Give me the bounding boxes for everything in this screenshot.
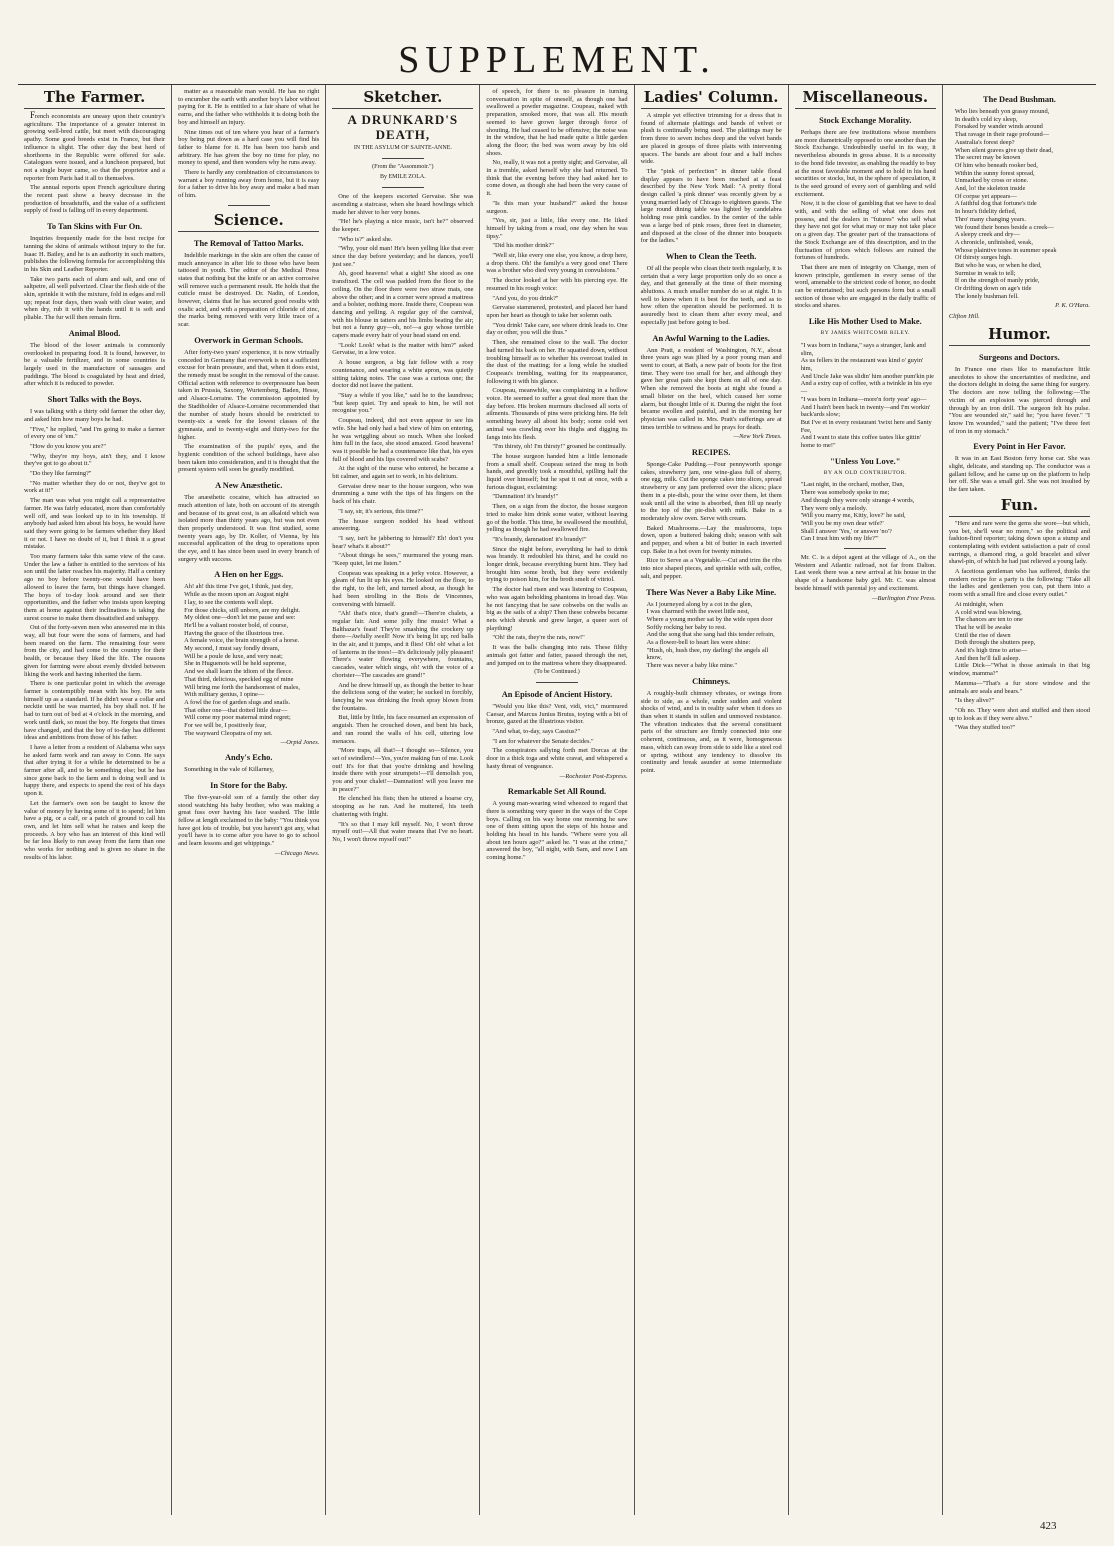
paragraph: At the sight of the nurse who entered, he became a bit calmer, and again set to work, in his delirium.	[332, 465, 474, 481]
paragraph: No, really, it was not a pretty sight; and Gervaise, all in a tremble, asked herself why she had returned. To think that the evening before they had asked her to come down, as though she had been the very cause of it.	[486, 159, 628, 198]
paragraph: "I say, sir, it's serious, this time?"	[338, 507, 423, 515]
article-heading: Chimneys.	[692, 676, 731, 686]
credit: —Rochester Post-Express.	[559, 772, 628, 780]
paragraph: I was talking with a thirty odd farmer the other day, and asked him how many boys he had.	[24, 408, 166, 423]
poem-line: As a flower-bell to heart lies were shine:	[646, 639, 751, 647]
paragraph: That there are men of integrity on 'Change, men of known principle, gentlemen in every sense of the word, amenable to the strictest code of honor, no doubt can be entertained; but such persons form but a small section of those who are engaged in the daily traffic of stocks and shares.	[794, 263, 936, 310]
paragraph: Rice to Serve as a Vegetable.—Cut and trim the ribs into nice shaped pieces, and sprinkle with salt, coffee, salt, and pepper.	[640, 557, 782, 580]
paragraph: A house surgeon, a big fair fellow with a rosy countenance, and wearing a white apron, was quietly sitting taking notes. The case was a curious one; the doctor did not leave the patient.	[332, 359, 474, 390]
poem-line: And I hain't been back in twenty—and I'm workin' back'ards slow;	[800, 403, 931, 419]
poem-line: Within the sunny forest spread,	[954, 169, 1035, 177]
paragraph: Little Dick—"What is those animals in that big window, mamma?"	[948, 662, 1090, 678]
poem-line: That other one—that dotted little dear—	[184, 706, 288, 714]
paragraph: "Ah! that's nice, that's grand!—There're chalets, a regular fair. And some jolly fine music! What a Balthazar's feast! They're smashing the crockery up there—Awfully swell! Now it's being lit up; red balls in the air, and it jumps, and it flies! Oh! oh! what a lot of lanterns in the trees!—It's deliciously jolly pleasant! There's water flowing everywhere, fountains, cascades, water which sings, oh! with the voice of a chorister—The cascades are grand!"	[332, 610, 474, 679]
poem-line: Unmarked by cross or stone.	[954, 177, 1029, 185]
paragraph: The doctor looked at her with his piercing eye. He resumed in his rough voice:	[486, 277, 628, 292]
poem-line: Who lies beneath yon grassy mound,	[954, 108, 1050, 115]
article-heading: To Tan Skins with Fur On.	[47, 222, 143, 232]
divider	[382, 187, 424, 188]
poem-line: That third, delicious, speckled egg of mine	[184, 675, 294, 683]
poem-line: The chances are ten to one	[954, 616, 1023, 624]
divider	[844, 548, 886, 549]
paragraph: "You drink! Take care, see where drink leads to. One day or other, you will die thus."	[486, 321, 628, 337]
paragraph: It was in an East Boston ferry horse car. She was slight, delicate, and standing up. The conductor was a gallant fellow, and he came up on the platform to help her off. She was a small girl. She was not insulted by the fare taken.	[948, 455, 1090, 494]
paragraph: "I'm thirsty, oh! I'm thirsty!" groaned he continually.	[492, 443, 627, 451]
poem	[795, 481, 936, 543]
paragraph: "And what, to-day, says Cassius?"	[492, 728, 580, 736]
credit: —Burlington Free Press.	[871, 594, 936, 602]
section-heading-science: Science.	[178, 211, 319, 232]
paragraph: Mamma—"That's a fur store window and the animals are seals and bears."	[948, 679, 1090, 695]
poem-line: But I've et in every restaurant 'twixt here and Santy Fee,	[800, 418, 932, 434]
column-6	[788, 85, 942, 1515]
poem-line: "Last night, in the orchard, mother, Dan,	[800, 481, 905, 489]
paragraph: Let the farmer's own son be taught to know the value of money by having some of it to spend; let him have a pig, or a calf, or a patch of ground to call his own, and let him sell what he raises and keep the proceeds. A boy who has an interest of this kind will be far less likely to run away from the farm than one who works for nothing and is given no share in the results of his labor.	[24, 799, 166, 861]
poem-line: A faithful dog that fortune's tide	[954, 200, 1037, 208]
column-4	[479, 85, 633, 1515]
poem-line: And we shall learn the idiom of the fleece.	[184, 668, 293, 676]
story-source: (From the "Assommoir.")	[372, 163, 434, 170]
poem-title: A Hen on her Eggs.	[214, 570, 284, 580]
section-heading-miscellaneous: Miscellaneous.	[795, 88, 936, 109]
paragraph: Coupeau was speaking in a jerky voice. However, a gleam of fun lit up his eyes. He looked on the floor, to the right, to the left, and turned about, as though he had been strolling in the Bois de Vincennes, conversing with himself.	[332, 569, 474, 608]
poem-line: My oldest one—don't let me pause and see:	[184, 614, 296, 622]
article-heading: The Removal of Tattoo Marks.	[193, 238, 304, 248]
poem-line: And then he'll fall asleep.	[954, 654, 1021, 662]
paragraph: Then, on a sign from the doctor, the house surgeon tried to make him drink some water, without leaving go of the bottle. This time, he swallowed the mouthful, yelling as though he had swallowed fire.	[486, 503, 628, 534]
paragraph: "Look! Look! what is the matter with him?" asked Gervaise, in a low voice.	[332, 341, 474, 357]
paragraph: Something in the vale of Killarney,	[184, 766, 274, 774]
paragraph: Gervaise stammered, protested, and placed her hand upon her heart as though to take her solemn oath.	[486, 304, 628, 319]
poem-line: But who he was, or when he died,	[954, 262, 1042, 270]
article-heading: Stock Exchange Morality.	[819, 116, 912, 125]
columns	[18, 84, 1096, 1515]
poem-line: I lay, to see the contents well slept.	[184, 598, 274, 606]
paragraph: Ah, good heavens! what a sight! She stood as one transfixed. The cell was padded from the floor to the ceiling. On the floor there were two straw mats, one above the other; and in a corner were spread a mattress and a bolster, nothing more. Inside there, Coupeau was dancing and yelling. A regular guy of the carnival, with his blouse in tatters and his limbs beating the air; but not a funny guy—oh, no!—a guy whose terrible capers made every hair of your head stand on end.	[332, 270, 474, 340]
masthead: SUPPLEMENT.	[398, 39, 716, 81]
poem	[949, 108, 1090, 301]
paragraph: Baked Mushrooms.—Lay the mushrooms, tops down, upon a buttered baking dish; season with salt and pepper, and when a bit of butter in each inverted cup. Bake in a hot oven for twenty minutes.	[640, 524, 782, 555]
paragraph: The blood of the lower animals is commonly overlooked in preparing food. It is found, however, to be a valuable fertilizer, and in some countries is largely used in the manufacture of sausages and puddings. The blood is coagulated by heat and dried, after which it is reduced to powder.	[24, 341, 166, 388]
poem-line: There was somebody spoke to me;	[800, 489, 890, 497]
poem-line: Of him who beneath rooker bed,	[954, 161, 1038, 169]
credit: —New York Times.	[733, 433, 782, 441]
paragraph: The five-year-old son of a family the other day stood watching his baby brother, who was making a great fuss over having his face washed. The little fellow at length exclaimed to the baby: "You think you have got lots of trouble, but you haven't got any, what you'll have is to come after you have to go to school and learn lessons and get whippings."	[178, 793, 320, 848]
poem-line: Surmise in weak to tell;	[954, 269, 1016, 277]
paragraph: The doctor had risen and was listening to Coupeau, who was again beholding phantoms in broad day. Was he not fancying that he saw cobwebs on the walls as big as the sails of a ship? Then these cobwebs became nets which shrunk and grew larger, a queer sort of plaything!	[486, 586, 628, 632]
paragraph: Sponge-Cake Pudding.—Four pennyworth sponge cakes, strawberry jam, one wine-glass full of sherry, one egg, milk. Cut the sponge cakes into slices, spread strawberry or any jam preferred over the slices; place them in a pie-dish, pour the wine over them, let them soak until all the wine is absorbed, then fill up nearly to the top of the pie-dish with milk. Bake in a moderately slow oven. Serve with cream.	[640, 461, 782, 522]
divider	[382, 158, 424, 159]
paragraph: "I say, isn't he jabbering to himself? Eh! don't you hear? what's it about?"	[332, 534, 474, 550]
paragraph: The annual reports upon French agriculture during the recent past show a heavy decrease in the production of breadstuffs, and the value of a sufficient supply of food is falling off in every department.	[24, 184, 166, 215]
poem-line: Thro' many changing years.	[954, 215, 1026, 223]
poem-line: And Uncle Jake was slidin' him another pum'kin pie	[800, 372, 934, 380]
paragraph: "Why, your old man! He's been yelling like that ever since the day before yesterday; and he dances, you'll just see."	[332, 245, 474, 268]
poem-line: I was charmed with the sweet little nest,	[646, 608, 750, 616]
place: Clifton Hill.	[948, 313, 980, 321]
paragraph: "Well sir, like every one else, you know, a drop here, a drop there. Oh! the family's a very good one! There was a brother who died very young in convulsions."	[486, 252, 628, 275]
paragraph: The examination of the pupils' eyes, and the hygienic condition of the school buildings, have also been taken into consideration, and it is thought that the present system will soon be greatly modified.	[178, 443, 320, 474]
poem-line: A chronicle, unfinished, weak,	[954, 238, 1033, 246]
poem-line: A fowl the foe of garden slugs and snails.	[184, 699, 291, 706]
poem-line: Of thirsty surges high.	[954, 254, 1012, 262]
paragraph: "He! he's playing a nice music, isn't he?" observed the keeper.	[332, 218, 474, 233]
paragraph: Inquiries frequently made for the best recipe for tanning the skins of animals without injury to the fur. Isaac H. Bailey, and he is an authority in such matters, publishes the following formula for accomplishing this in his Skin and Leather Reporter.	[24, 235, 166, 273]
article-heading: An Episode of Ancient History.	[501, 689, 613, 699]
poem-line: In death's cold icy sleep,	[954, 115, 1018, 123]
paragraph: He clenched his fists; then he uttered a hoarse cry, stooping as he ran. And he muttered, his teeth chattering with fright.	[332, 795, 474, 818]
paragraph: "Do they like farming?"	[30, 470, 92, 478]
paragraph: Perhaps there are few institutions whose members are more diametrically opposed to one another than the Stock Exchange. Undoubtedly useful in its way, it nevertheless abounds in gross abuse. It is a necessity to the bond fide investor, as enabling the readily to buy at the most favorable moment and to hold in his hand securities or stocks, but, in the sphere of speculation, it is the seed ground of every sort of gambling and wild excitement.	[794, 129, 936, 198]
poem-line: "I was born in Indiana," says a stranger, lank and slim,	[800, 341, 926, 357]
section-heading-ladies: Ladies' Column.	[641, 88, 782, 109]
poem-line: He'll be a valiant rooster bold, of course,	[184, 621, 289, 629]
paragraph: Nine times out of ten where you hear of a farmer's boy being put down as a hard case you will find his father to blame for it. He has been too harsh and arbitrary. He has given the boy no time for play, no money to spend, and then wonders why he runs away.	[178, 128, 320, 167]
poem-line: A female voice, the brain strength of a horse.	[184, 637, 300, 645]
paragraph: "It's brandy, damnation! it's brandy!"	[492, 535, 587, 543]
poem	[641, 601, 782, 670]
poem-line: That he will be awake	[954, 623, 1012, 631]
poem-line: Having the grace of the illustrious tree.	[184, 629, 285, 637]
paragraph: The anæsthetic cocaine, which has attracted so much attention of late, both on account of its strength and because of its great cost, is an alkaloid which was isolated more than thirty years ago, but was not even then properly understood. It was first studied, some twenty years ago, by Dr. Koller, of Vienna, by his successful application of the drug to operations upon the eye, and it has since been used in every branch of surgery with success.	[178, 494, 320, 563]
article-heading: Animal Blood.	[68, 328, 121, 338]
poem-title: Like His Mother Used to Make.	[808, 317, 922, 327]
continued-note: (To be Continued.)	[534, 669, 580, 676]
poem-line: Can I trust him with my life?'"	[800, 535, 879, 543]
paragraph: It was the balls changing into rats. These filthy animals got fatter and fatter, passed through the net, and jumped on to the mattress where they disappeared.	[486, 644, 628, 667]
paragraph: There is one particular point in which the average farmer is contemptibly mean with his boy. He sets himself up as a standard. If he didn't wear a collar and necktie until he was married, his boy shall not. If he had to turn out of bed at 4 o'clock in the morning, and work until dark, so must the boy. He forgets that times have changed, and that the boy of to-day has different ideas and ambitions from those of his father.	[24, 680, 166, 742]
poem-line: The secret may be known	[954, 154, 1021, 162]
poem-line: Forsaked by wander winds around	[954, 123, 1043, 131]
poem-title: There Was Never a Baby Like Mine.	[646, 587, 777, 597]
section-heading-farmer: The Farmer.	[24, 88, 165, 109]
poem-line: For those chicks, still unborn, are my delight.	[184, 606, 301, 614]
column-5	[634, 85, 788, 1515]
poem-line: While as the moon upon an August night	[184, 591, 289, 599]
divider	[228, 205, 270, 206]
poem-line: That ravage in their rage profound—	[954, 131, 1050, 139]
paragraph: A simple yet effective trimming for a dress that is found of alternate plaitings and bands of velvet or plush is continually being used. The plaitings may be from three to seven inches deep and the velvet bands are placed in groups of three plaits with intervening spaces. The bands are about four and a half inches wide.	[640, 112, 782, 166]
article-heading: Short Talks with the Boys.	[47, 395, 142, 405]
poem-title: Andy's Echo.	[224, 753, 273, 763]
poem-line: Of corpse yet appears—	[954, 192, 1017, 200]
paragraph: The conspirators sallying forth met Dorcas at the door in a thick toga and white cravat, and whispered a hasty threat of vengeance.	[486, 747, 628, 770]
paragraph: In France one rises like to manufacture little anecdotes to show the uncertainties of medicine, and the doctors delight in doing the same thing for surgery. The doctors are now telling the following:—The victim of an explosion was pierced through and through by an iron drill. The surgeon felt his pulse. "You are wounded sir," said he; "you have fever." "I know I'm wounded," said the patient; "I've three feet of iron in my stomach."	[948, 365, 1090, 435]
poem-line: Softly rocking her baby to rest.	[646, 623, 727, 631]
column-2	[171, 85, 325, 1515]
paragraph: The man was what you might call a representative farmer. He was fairly educated, more than comfortably well off, and was looked up to in his township. If anybody had asked him about his boys, he would have said they were going to be farmers whether they liked it or not. I have no doubt of it, but I think it a great mistake.	[24, 497, 166, 551]
poem-line: And a extry cup of coffee, with a twinkle in his eye—	[800, 380, 932, 396]
poem	[178, 583, 319, 737]
credit: P. K. O'Hara.	[1055, 301, 1090, 309]
paragraph: Of all the people who clean their teeth regularly, it is certain that a very large proportion only do so once a day, and that generally at the time of their morning ablutions. A much smaller number do so at night. It is well to know when it is best for the teeth, and as to how often the operation should be performed. It is assuredly best to clean them after every meal, and especially just before going to bed.	[640, 264, 782, 326]
poem-line: 'Will you be my own dear wife?'	[800, 519, 884, 527]
paragraph: "Oh no. They were shot and stuffed and then stood up to look as if they were alive."	[948, 707, 1090, 722]
credit: —Orpid Jones.	[280, 738, 320, 746]
story-title: A DRUNKARD'S DEATH,	[347, 112, 459, 142]
poem-line: Until the rise of dawn	[954, 631, 1011, 639]
poem	[795, 342, 936, 450]
column-3	[325, 85, 479, 1515]
paragraph: "Did his mother drink?"	[492, 242, 554, 250]
paragraph: The house surgeon handed him a little lemonade from a small shelf. Coupeau seized the mug in both hands, and greedily took a mouthful, spilling half the liquid over himself; but he spat it out at once, with a furious disgust, exclaiming:	[486, 452, 628, 491]
poem	[949, 601, 1090, 663]
poem-line: As I journeyed along by a cot in the glen,	[646, 600, 753, 608]
byline: BY AN OLD CONTRIBUTOR.	[823, 469, 907, 476]
poem-line: They were only a melody.	[800, 504, 868, 512]
paragraph: "Stay a while if you like," said he to the laundress; "but keep quiet. Try and speak to him, he will not recognise you."	[332, 391, 474, 415]
poem-line: "I was born in Indiana—more'n forty year' ago—	[800, 395, 927, 403]
poem-line: And though they were only strange 4 words,	[800, 496, 915, 504]
paragraph: "Oh! the rats, they're the rats, now!"	[492, 634, 585, 642]
poem-line: "Hush, oh, hush thee, my darling! the angels all know,	[646, 646, 769, 662]
paragraph: "Who is?" asked she.	[338, 235, 393, 243]
paragraph: Too many farmers take this same view of the case. Under the law a father is entitled to the services of his son until the latter reaches his majority. Half a century ago no boy before twenty-one would have been allowed to leave the farm, but things have changed. The boys of to-day look around and see their opportunities, and the father who insists upon keeping them at home against their inclinations is taking the surest course to make them dissatisfied and unhappy.	[24, 553, 166, 622]
poem-line: There was never a baby like mine."	[646, 662, 738, 670]
page-number: 423	[1040, 1520, 1057, 1532]
poem-line: Whose plaintive tones in summer speak	[954, 246, 1057, 254]
paragraph: After forty-two years' experience, it is now virtually conceded in Germany that overwork is not a sufficient excuse for brain pressure, and that, when it does exist, the remedy must be sought in the removal of the cause. Official action with reference to overpressure has been taken in Prussia, Saxony, Wurtemberg, Baden, Hesse, and Alsace-Lorraine. The commission appointed by the Stadtholder of Alsace-Lorraine recommended that the number of study hours should be restricted to twenty-six a week for the lowest classes of the gymnasia, and to twenty-eight and thirty-two for the higher.	[178, 348, 320, 441]
section-heading-humor: Humor.	[949, 325, 1090, 346]
poem-line: And the song that she sang had this tender refrain,	[646, 631, 775, 639]
paragraph: "I am for whatever the Senate decides."	[492, 737, 594, 745]
section-heading-sketcher: Sketcher.	[332, 88, 473, 109]
article-heading: A New Anæsthetic.	[215, 481, 283, 491]
poem-line: Where a young mother sat by the wide open door	[646, 615, 773, 623]
credit: —Chicago News.	[274, 849, 320, 857]
paragraph: "It's so that I may kill myself. No, I won't throw myself out!—All that water means that I've no heart. No, I won't throw myself out!"	[332, 820, 474, 843]
poem-line: The lonely bushman fell.	[954, 292, 1019, 300]
story-byline: By EMILE ZOLA.	[379, 174, 426, 181]
article-heading: Every Point in Her Favor.	[973, 442, 1066, 452]
poem-line: Ah! ah! this time I've got, I think, just dey,	[184, 583, 293, 591]
paragraph: Out of the forty-seven men who answered me in this way, all but four were the sons of farmers, and had been reared on the farm. The remaining four were from the city, and had come to the country for their health, or because they liked the life. The reasons given for farming were about evenly divided between liking the work and having inherited the farm.	[24, 624, 166, 678]
paragraph: "Was they stuffed too?"	[954, 724, 1016, 732]
poem-line: Doth through the shutters peep,	[954, 639, 1036, 647]
paragraph: Coupeau, meanwhile, was complaining in a hollow voice. He seemed to suffer a great deal more than the day before. His broken murmurs disclosed all sorts of ailments. Thousands of pins were pricking him. He felt something heavy all about his body; some cold wet animal was crawling over his thighs and digging its fangs into his flesh.	[486, 387, 628, 441]
poem-line: Will come my poor maternal mind regret;	[184, 714, 291, 722]
paragraph: "How do you know you are?"	[30, 442, 107, 450]
paragraph: "About things he sees," murmured the young man. "Keep quiet, let me listen."	[332, 552, 474, 568]
paragraph: One of the keepers escorted Gervaise. She was ascending a staircase, when she heard howlings which made her shiver to her very bones.	[332, 193, 474, 216]
paragraph: "Five," he replied, "and I'm going to make a farmer of every one of 'em."	[24, 425, 166, 441]
poem-title: The Dead Bushman.	[982, 95, 1056, 104]
poem-line: Will be a poule de luxe, and very neat;	[184, 652, 283, 660]
poem-line: And, lo! the skeleton inside	[954, 185, 1026, 193]
article-heading: An Awful Warning to the Ladies.	[652, 333, 770, 343]
paragraph: I have a letter from a resident of Alabama who says he asked farm work and ran away to Conn. He says that after trying it for a while he determined to be a farmer after all, and to be something else; but he has since gone back to the farm and is doing well and is happy there, and expects to spend the rest of his days upon it.	[24, 743, 166, 798]
poem-line: We found their bones beside a creek—	[954, 223, 1054, 231]
paragraph: "More traps, all that!—I thought so—Silence, you set of swindlers!—Yes, you're making fun of me. Look out! It's for that that you're drinking and howling inside there with your strumpets!—I'll demolish you, you and your chalet!—Damnation! will you leave me in peace?"	[332, 747, 474, 793]
article-heading: When to Clean the Teeth.	[665, 251, 757, 261]
paragraph: There is hardly any combination of circumstances to warrant a boy running away from home, but it is easy for a father to drive his boy away and make a bad man of him.	[178, 169, 320, 200]
paragraph: "Is this man your husband?" asked the house surgeon.	[486, 199, 628, 215]
article-heading: In Store for the Baby.	[210, 780, 288, 790]
article-heading: RECIPES.	[691, 448, 731, 458]
column-1	[18, 85, 171, 1515]
paragraph: "And you, do you drink?"	[492, 294, 559, 302]
byline: BY JAMES WHITCOMB RILEY.	[820, 330, 911, 337]
paragraph: "Damnation! it's brandy!"	[492, 493, 559, 501]
story-subtitle: IN THE ASYLUM OF SAINTE-ANNE.	[353, 145, 452, 151]
divider	[536, 682, 578, 683]
poem-line: Or drifting down on age's tide	[954, 285, 1032, 293]
paragraph: A facetious gentleman who has suffered, thinks the modern recipe for a party is the following: "Take all the ladies and gentlemen you can, put them into a room with a small fire and close every outlet."	[948, 568, 1090, 599]
article-heading: Surgeons and Doctors.	[979, 352, 1060, 362]
paragraph: French economists are uneasy upon their country's agriculture. The importance of a greater interest in growing well-bred cattle, but meet with discouraging apathy. Some good breeds exist in France, but their influence is slight. The other day the best herd of shorthorns in the Republic were offered for sale. Catalogues were issued, and a luncheon prepared, but not a single buyer came, so that the proprietor and a reporter from Paris had it all to themselves.	[24, 110, 166, 182]
poem-line: With military genius, I opine—	[184, 691, 265, 699]
paragraph: Since the night before, everything he had to drink was brandy. It redoubled his thirst, and he could no longer drink, because everything burnt him. They had brought him some broth, but they were evidently trying to poison him, for the broth smelt of vitriol.	[486, 545, 628, 584]
poem-line: As us fellers in the restaurant was kind o' guyin' him,	[800, 357, 924, 372]
paragraph: Indelible markings in the skin are often the cause of much annoyance in after life to those who have been tattooed in youth. The editor of the Medical Press states that nothing but the knife or an active corrosive will remove such a permanent result. He holds that the cuticle must be destroyed. Dr. Nadin, of London, however, claims that he has secured good results with oxalic acid, and with a preparation of chloride of zinc, the marks being removed with very little trace of a scar.	[178, 251, 320, 329]
poem-line: When silent graves give up their dead,	[954, 146, 1053, 154]
paragraph: A young man-wearing wind wheezed to regard that there is something very queer in the ways of the Cope boys. Calling on his way home one morning he saw one of them sitting upon the steps of his house and holding his head in his hands. "Where were you all about ten hours ago?" asked he. "I was at the crime," answered the boy, "all night, with Sam, and now I am coming home."	[486, 800, 628, 862]
paragraph: The house surgeon nodded his head without answering.	[332, 517, 474, 533]
poem-line: A sleepy creek and dry—	[954, 231, 1020, 239]
poem-line: Shall I answer 'Yes,' or answer 'no'?	[800, 527, 892, 535]
poem-title: "Unless You Love."	[830, 456, 901, 466]
paragraph: matter as a reasonable man would. He has no right to encumber the earth with another boy's labor without paying for it. He is entitled to a fair share of what he earns, and the father who withholds it is doing both the boy and himself an injury.	[178, 88, 320, 126]
paragraph: The "pink of perfection" in dinner table floral display appears to have been reached at a feast described by the New York Mail: "A pretty floral design called 'a pink dinner' was recently given by a young married lady of Chicago to eighteen guests. The large round dining table was lighted by candelabra holding rose pink candles. In the center of the table was a large bed of pink roses, three feet in diameter, and disposed at the close of the dinner into bouquets for the ladies."	[640, 167, 782, 245]
poem-line: And it's high time to arise—	[954, 647, 1028, 655]
poem-line: A cold wind was blowing,	[954, 608, 1022, 616]
poem-line: At midnight, when	[954, 600, 1003, 608]
article-heading: Remarkable Set All Round.	[507, 787, 607, 797]
poem-line: If on the strength of manly pride,	[954, 277, 1040, 285]
paragraph: of speech, for there is no pleasure in turning conversation in spite of oneself, as though one had swallowed a powder magazine. Coupeau, naked with preparation, smoked more, that was all. His mouth seemed to have grown larger through force of shouting. He had ceased to be offensive; the noise was in the window, that he had made quite a little garden along the floor; the bed was worn away by his old shoes.	[486, 88, 628, 157]
paragraph: Mr. C. is a dépot agent at the village of A., on the Western and Atlantic railroad, not far from Dalton. Last week there was a new arrival at his house in the shape of a handsome baby girl. Mr. C. was almost beside himself with parental joy and excitement.	[794, 554, 936, 592]
paragraph: "Would you like this? Veni, vidi, vici," murmured Caesar, and Marcus Junius Brutus, toying with a bit of bronze, gazed at the illustrious visitor.	[486, 702, 628, 726]
poem-line: For we will be, I positively fear,	[184, 722, 267, 730]
paragraph: A roughly-built chimney vibrates, or swings from side to side, as a whole, under sudden and violent shocks of wind, and is in reality safer when it does so than when it stands in sullen and unmoved resistance. The vibration indicates that the several constituent parts of the structure are firmly connected into one coherent, continuous, and, as it were, homogeneous mass, which can sway from side to side like a steel rod or spring, without any tendency to dissolve its continuity and break asunder at some intermediate point.	[640, 689, 782, 774]
poem-line: The wayward Cleopatra of my set.	[184, 729, 273, 737]
paragraph: "Is they alive?"	[954, 697, 995, 705]
paragraph: But, little by little, his face resumed an expression of anguish. Then he crouched down, and bent his back, and ran round the walls of his cell, uttering low menaces.	[332, 714, 474, 745]
article-heading: Overwork in German Schools.	[194, 335, 304, 345]
paragraph: Ann Pratt, a resident of Washington, N.Y., about three years ago was jilted by a poor young man and went to court, at Bath, a new pair of boots for the first time. They were too small for her, and although they gave her great pain she kept them on all of one day. When she removed the boots at night she found a small blister on the heel, which caused her some alarm, but thought little of it. During the night the foot became swollen and painful, and in the morning her physician was called in. Mrs. Pratt's sufferings are at times terrible to witness and he prays for death.	[640, 346, 782, 431]
poem-line: My second, I must say fondly dream,	[184, 645, 280, 653]
poem-line: 'Will you marry me, Kitty, love?' he said,	[800, 512, 906, 520]
poem-line: She in Huguenots will be held supreme,	[184, 660, 287, 668]
paragraph: "Here and rare were the gems she wore—but which, you bet, she'll wear no more," so the political and fashion-fired reporter; taking down upon a stump and contemplating with evident satisfaction a pair of coral earrings, a diamond ring, a gold bracelet and silver shawl-pin, of which he had just relieved a young lady.	[948, 519, 1090, 566]
paragraph: Now, it is the close of gambling that we have to deal with, and with the selling of what one does not possess, and the dealers in "futures" who sell what they have not got for what may or may not take place on a given day. The greater part of the transactions of the Stock Exchange are of this description, and in the fluctuation of prices which follows are ruined the fortunes of hundreds.	[794, 200, 936, 262]
paragraph: Then, she remained close to the wall. The doctor had turned his back on her. He squatted down, without troubling himself as to whether his overcoat trailed in the dust of the matting; for a long while he studied Coupeau's trembling, waiting for its reappearance, following it with his glance.	[486, 339, 628, 385]
paragraph: "No matter whether they do or not, they've got to work at it!"	[24, 479, 166, 495]
poem-line: In hour's fidelity defied,	[954, 208, 1017, 216]
paragraph: Coupeau, indeed, did not even appear to see his wife. She had only had a bad view of him on entering, he was wriggling about so much. When she looked him full in the face, she stood amazed. Good heavens! was it possible he had a countenance like that, his eyes full of blood and his lips covered with scabs?	[332, 417, 474, 463]
paragraph: "Why, they're my boys, ain't they, and I know they've got to go about it."	[24, 452, 166, 468]
paragraph: And he drew himself up, as though the better to hear the delicious song of the water; he sucked in forcibly, fancying he was drinking the fresh spray blown from the fountains.	[332, 681, 474, 712]
section-heading-fun: Fun.	[949, 496, 1090, 517]
paragraph: Gervaise drew near to the house surgeon, who was drumming a tune with the tips of his fingers on the back of his chair.	[332, 482, 474, 506]
paragraph: Take two parts each of alum and salt, and one of saltpetre, all well pulverized. Clear the flesh side of the skin, sprinkle it with the mixture, fold in edges and roll up; repeat four days, then wash with clear water, and when dry, rub it with the hands until it is soft and pliable. The fur will then remain firm.	[24, 275, 166, 322]
poem-line: Australia's forest deep?	[954, 138, 1015, 146]
poem-line: And I want to state this coffee tastes like gittin' home to me!"	[800, 434, 921, 450]
column-7	[942, 85, 1096, 1515]
paragraph: "Yes, sir, just a little, like every one. He liked himself by taking from a road, one day when he was tipsy."	[486, 217, 628, 240]
poem-line: Will bring me forth the handsomest of males,	[184, 683, 300, 691]
